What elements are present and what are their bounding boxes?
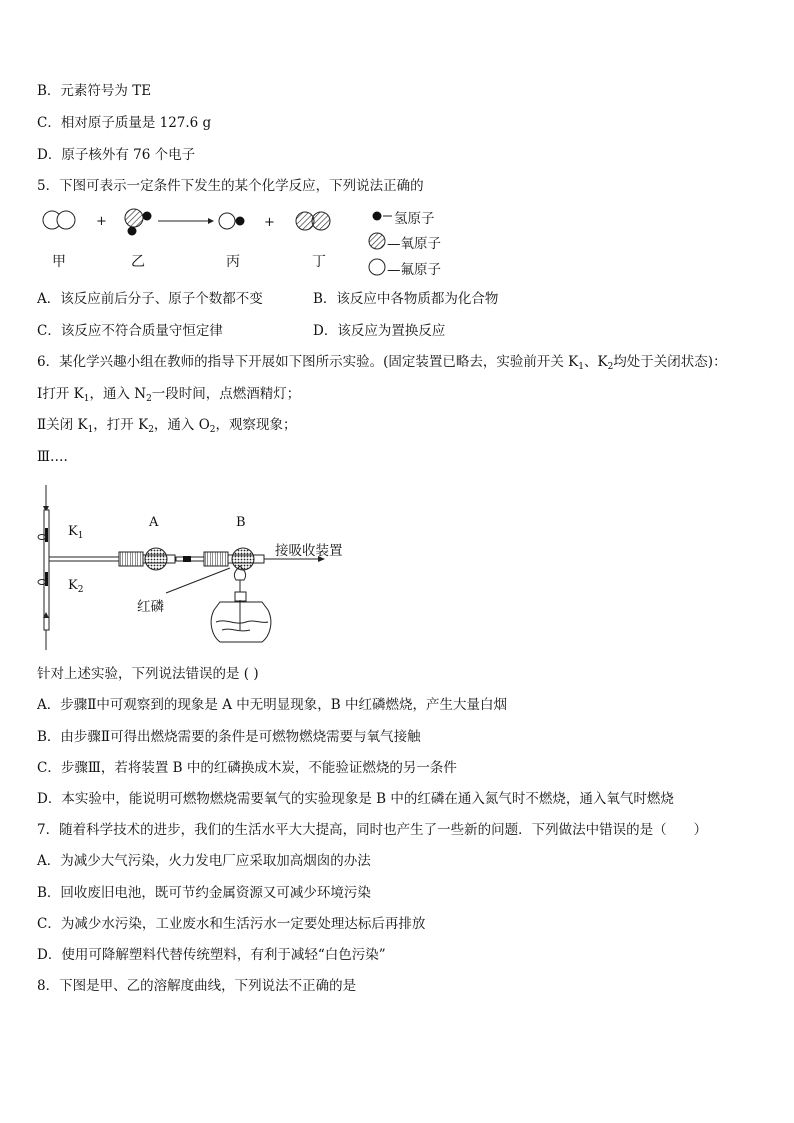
plus-sign-2: + bbox=[264, 215, 275, 230]
q6-option-a: A．步骤Ⅱ中可观察到的现象是 A 中无明显现象，B 中红磷燃烧，产生大量白烟 bbox=[37, 697, 507, 713]
label-jia: 甲 bbox=[52, 254, 66, 270]
label-k1: $K_1$ bbox=[68, 524, 84, 541]
plus-sign-1: + bbox=[96, 214, 107, 229]
q6-option-c: C．步骤Ⅲ，若将装置 B 中的红磷换成木炭，不能验证燃烧的另一条件 bbox=[37, 760, 457, 776]
molecule-bing bbox=[219, 213, 245, 229]
reaction-arrow bbox=[158, 218, 214, 224]
q4-option-b: B．元素符号为 TE bbox=[37, 83, 152, 99]
q6-step-2: Ⅱ关闭 $K_1$，打开 $K_2$，通入 $O_2$，观察现象； bbox=[37, 417, 297, 435]
q5-option-d: D．该反应为置换反应 bbox=[313, 323, 446, 339]
q5-stem: 5．下图可表示一定条件下发生的某个化学反应，下列说法正确的 bbox=[37, 178, 424, 194]
alcohol-lamp bbox=[211, 566, 271, 642]
label-phosphorus: 红磷 bbox=[137, 599, 164, 615]
q6-step-3: Ⅲ…. bbox=[37, 449, 68, 465]
q6-option-d: D．本实验中，能说明可燃物燃烧需要氧气的实验现象是 B 中的红磷在通入氮气时不燃烧，通入氧气时燃烧 bbox=[37, 791, 674, 807]
q6-option-b: B．由步骤Ⅱ可得出燃烧需要的条件是可燃物燃烧需要与氧气接触 bbox=[37, 729, 421, 745]
label-bing: 丙 bbox=[226, 254, 240, 270]
phosphorus-pointer bbox=[166, 568, 230, 593]
molecule-ding bbox=[296, 212, 330, 230]
q6-ask: 针对上述实验，下列说法错误的是 ( ) bbox=[37, 666, 259, 682]
label-b: B bbox=[236, 515, 246, 530]
q6-stem: 6．某化学兴趣小组在教师的指导下开展如下图所示实验。(固定装置已略去，实验前开关 $K_1$、$K_2$均处于关闭状态)： bbox=[37, 354, 727, 372]
molecule-jia bbox=[43, 211, 75, 229]
legend-hydrogen: 氢原子 bbox=[394, 211, 435, 227]
q7-option-a: A．为减少大气污染，火力发电厂应采取加高烟囱的办法 bbox=[37, 853, 371, 869]
q5-option-b: B．该反应中各物质都为化合物 bbox=[313, 291, 499, 307]
label-a: A bbox=[149, 515, 159, 530]
q7-option-b: B．回收废旧电池，既可节约金属资源又可减少环境污染 bbox=[37, 885, 371, 901]
label-k2: $K_2$ bbox=[68, 578, 84, 595]
q4-option-c: C．相对原子质量是 127.6 g bbox=[37, 115, 212, 131]
q7-option-d: D．使用可降解塑料代替传统塑料，有利于减轻“白色污染” bbox=[37, 947, 386, 963]
molecule-yi bbox=[125, 209, 152, 236]
q6-apparatus-diagram bbox=[0, 480, 794, 650]
legend-fluorine: —氟原子 bbox=[387, 262, 441, 278]
label-yi: 乙 bbox=[131, 254, 145, 270]
vertical-inlet-tube bbox=[38, 485, 49, 650]
q7-stem: 7．随着科学技术的进步，我们的生活水平大大提高，同时也产生了一些新的问题．下列做法中错误的是（ ） bbox=[37, 822, 708, 838]
q5-option-c: C．该反应不符合质量守恒定律 bbox=[37, 323, 223, 339]
q6-step-1: Ⅰ打开 $K_1$，通入 $N_2$一段时间，点燃酒精灯； bbox=[37, 386, 301, 404]
label-ding: 丁 bbox=[312, 254, 326, 270]
q4-option-d: D．原子核外有 76 个电子 bbox=[37, 147, 196, 163]
legend-oxygen: —氧原子 bbox=[387, 236, 441, 252]
q5-option-a: A．该反应前后分子、原子个数都不变 bbox=[37, 291, 263, 307]
q8-stem: 8．下图是甲、乙的溶解度曲线，下列说法不正确的是 bbox=[37, 978, 357, 994]
q7-option-c: C．为减少水污染，工业废水和生活污水一定要处理达标后再排放 bbox=[37, 916, 426, 932]
label-absorb: 接吸收装置 bbox=[275, 543, 343, 559]
